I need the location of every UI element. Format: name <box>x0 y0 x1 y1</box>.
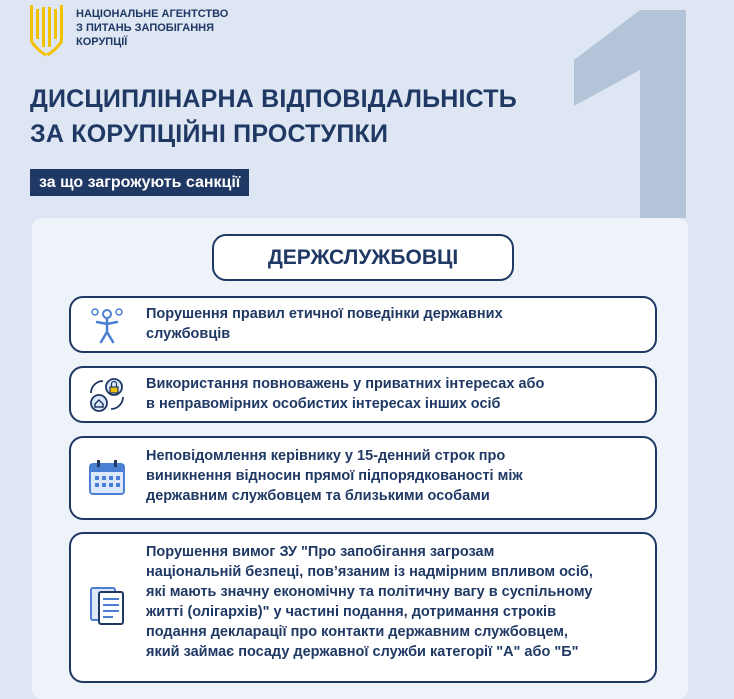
item-text-line: виникнення відносин прямої підпорядкованості між <box>146 468 523 484</box>
item-text-line: державним службовцем та близькими особами <box>146 488 490 504</box>
agency-logo-icon <box>30 5 64 57</box>
calendar-icon <box>87 458 127 498</box>
agency-name: НАЦІОНАЛЬНЕ АГЕНТСТВО З ПИТАНЬ ЗАПОБІГАННЯ КОРУПЦІЇ <box>76 8 229 48</box>
item-text-line: в неправомірних особистих інтересах інших осіб <box>146 396 501 412</box>
item-text-line: Використання повноважень у приватних інтересах або <box>146 376 545 392</box>
item-text-line: який займає посаду державної служби категорії "А" або "Б" <box>146 644 579 660</box>
violation-card-ethics <box>69 296 657 353</box>
page-title: ДИСЦИПЛІНАРНА ВІДПОВІДАЛЬНІСТЬ ЗА КОРУПЦІЙНІ ПРОСТУПКИ <box>30 85 517 148</box>
svg-text:1: 1 <box>570 8 571 9</box>
big-number-one <box>570 8 690 218</box>
category-label: ДЕРЖСЛУЖБОВЦІ <box>212 234 514 281</box>
violation-card-private-interest <box>69 366 657 423</box>
item-text-line: службовців <box>146 326 231 342</box>
item-text-line: національній безпеці, пов’язаним із надмірним впливом осіб, <box>146 564 593 580</box>
violation-card-subordination <box>69 436 657 520</box>
item-text-line: Порушення вимог ЗУ "Про запобігання загрозам <box>146 544 495 560</box>
item-text-line: житті (олігархів)" у частині подання, дотримання строків <box>146 604 556 620</box>
violation-card-oligarchs <box>69 532 657 683</box>
item-text-line: подання декларації про контакти державним службовцем, <box>146 624 568 640</box>
private-interest-icon <box>87 375 127 415</box>
item-text-line: Порушення правил етичної поведінки державних <box>146 306 503 322</box>
item-text-line: Неповідомлення керівнику у 15-денний строк про <box>146 448 506 464</box>
subtitle-banner: за що загрожують санкції <box>30 169 249 196</box>
document-icon <box>87 586 127 626</box>
person-ethics-icon <box>87 304 127 344</box>
item-text-line: які мають значну економічну та політичну вагу в суспільному <box>146 584 593 600</box>
